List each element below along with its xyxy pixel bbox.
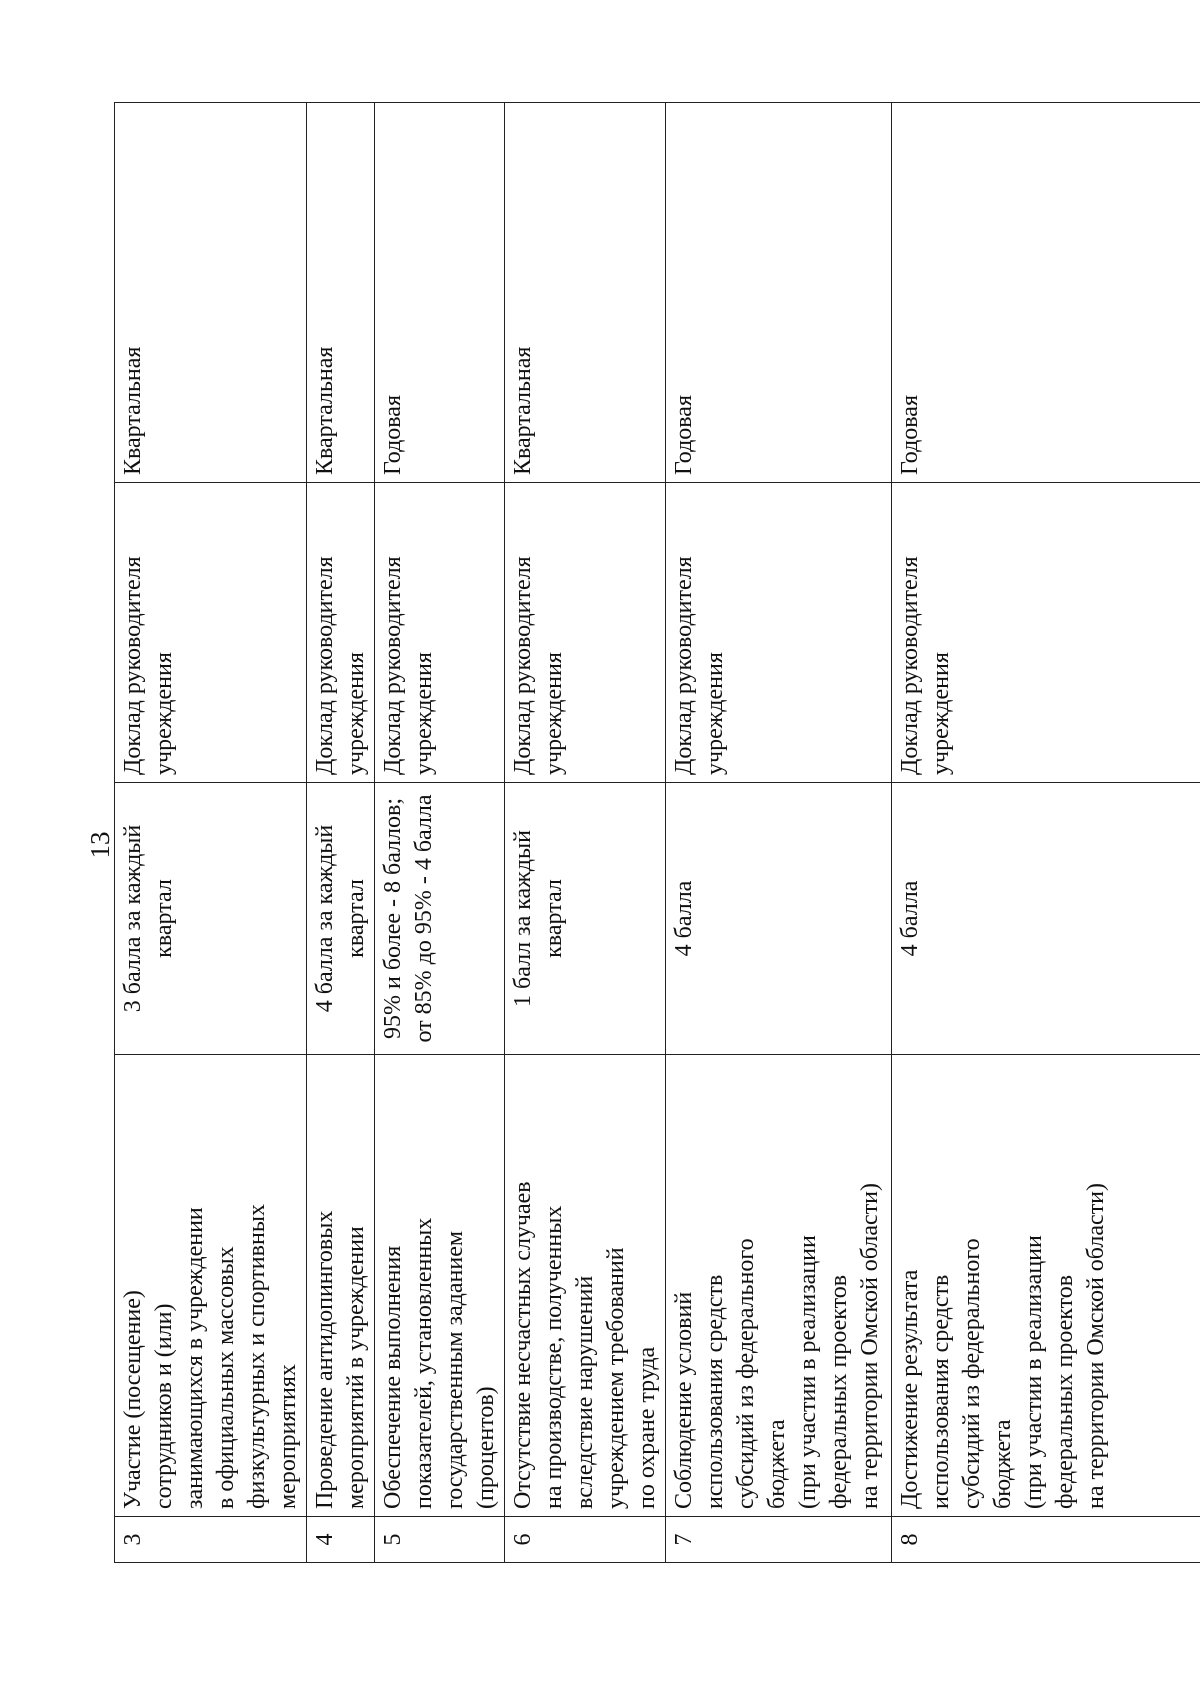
source-text: Доклад руководителя учреждения [897,556,954,775]
indicator-text: Отсутствие несчастных случаев на производстве, полученных вследствие нарушений учреждением требований по охране труда [510,1181,660,1509]
indicator-cell [307,1055,375,1517]
source-text: Доклад руководителя учреждения [671,556,728,775]
period-text: Квартальная [510,346,536,475]
score-text: 95% и более - 8 баллов; от 85% до 95% - 4 балла [380,794,437,1043]
indicator-cell [505,1055,666,1517]
table-row [115,103,307,1563]
indicator-text: Обеспечение выполнения показателей, установленных государственным заданием (процентов) [380,1217,499,1509]
period-text: Годовая [380,395,406,475]
source-cell [505,483,666,783]
row-number: 6 [505,1517,666,1563]
period-text: Годовая [897,395,923,475]
table-row [307,103,375,1563]
row-number: 7 [666,1517,892,1563]
indicator-text: Соблюдение условий использования средств субсидий из федерального бюджета (при участии в реализации федеральных проектов на территории Омской области) [671,1182,883,1509]
period-cell [307,103,375,483]
rotated-table-container [114,103,1200,1563]
period-text: Годовая [671,395,697,475]
row-number: 3 [115,1517,307,1563]
page-number: 13 [85,831,115,859]
source-cell [115,483,307,783]
row-number: 8 [892,1517,1200,1563]
indicator-cell [892,1055,1200,1517]
source-text: Доклад руководителя учреждения [380,556,437,775]
row-number: 4 [307,1517,375,1563]
source-text: Доклад руководителя учреждения [510,556,567,775]
period-cell [892,103,1200,483]
score-cell [892,783,1200,1055]
table-row [375,103,505,1563]
period-text: Квартальная [312,346,338,475]
score-text: 4 балла [671,880,697,957]
indicator-text: Достижение результата использования средств субсидий из федерального бюджета (при участии в реализации федеральных проектов на территории Омской области) [897,1182,1109,1509]
score-text: 4 балла за каждый квартал [312,824,369,1013]
source-cell [666,483,892,783]
source-text: Доклад руководителя учреждения [312,556,369,775]
period-cell [666,103,892,483]
table-row [505,103,666,1563]
period-text: Квартальная [120,346,146,475]
score-cell [666,783,892,1055]
source-cell [892,483,1200,783]
score-cell [505,783,666,1055]
score-cell [115,783,307,1055]
period-cell [115,103,307,483]
score-text: 4 балла [897,880,923,957]
score-text: 3 балла за каждый квартал [120,824,177,1013]
period-cell [375,103,505,483]
indicator-text: Участие (посещение) сотрудников и (или) занимающихся в учреждении в официальных массовых физкультурных и спортивных мероприятиях [120,1204,301,1509]
score-cell [375,783,505,1055]
row-number: 5 [375,1517,505,1563]
source-cell [375,483,505,783]
indicator-text: Проведение антидопинговых мероприятий в учреждении [312,1210,369,1509]
score-text: 1 балл за каждый квартал [510,830,567,1007]
source-cell [307,483,375,783]
indicator-cell [375,1055,505,1517]
table-row [666,103,892,1563]
source-text: Доклад руководителя учреждения [120,556,177,775]
indicator-cell [115,1055,307,1517]
indicator-cell [666,1055,892,1517]
criteria-table [114,102,1200,1563]
period-cell [505,103,666,483]
score-cell [307,783,375,1055]
table-row [892,103,1200,1563]
